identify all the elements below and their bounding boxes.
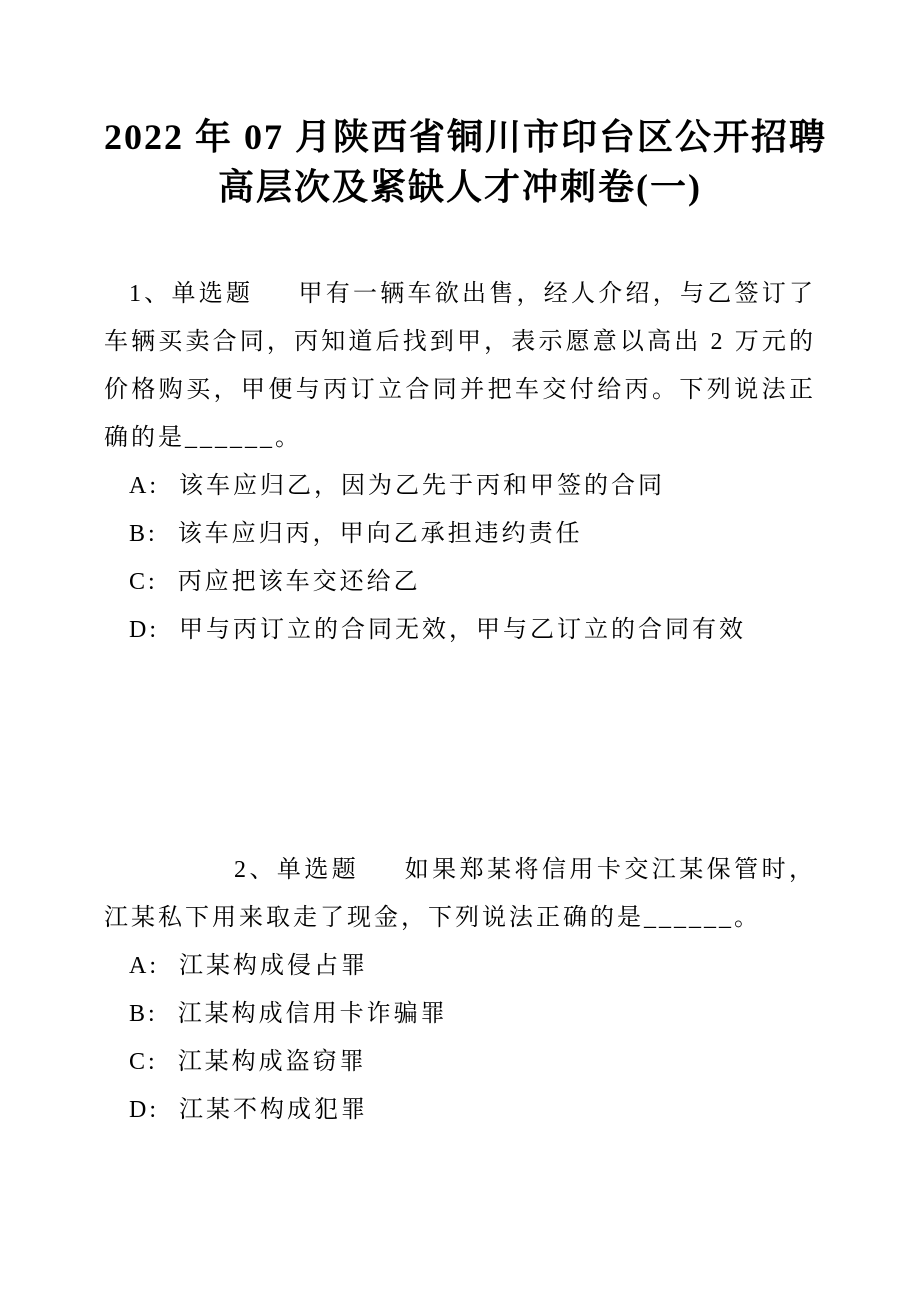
question-number: 2、 <box>234 857 277 883</box>
option-label: D: <box>129 617 159 643</box>
page-title-line-1: 2022 年 07 月陕西省铜川市印台区公开招聘 <box>104 117 828 157</box>
option-text: 甲与丙订立的合同无效，甲与乙订立的合同有效 <box>179 617 746 643</box>
question-number: 1、 <box>129 281 172 307</box>
option-text: 江某构成盗窃罪 <box>177 1049 367 1075</box>
option-text: 丙应把该车交还给乙 <box>177 569 421 595</box>
question-stem: 甲有一辆车欲出售，经人介绍，与乙签订了车辆买卖合同，丙知道后找到甲，表示愿意以高出 2 万元的价格购买，甲便与丙订立合同并把车交付给丙。下列说法正确的是______。 <box>104 281 816 451</box>
option-row <box>104 558 816 606</box>
option-text: 该车应归丙，甲向乙承担违约责任 <box>177 521 583 547</box>
option-text: 江某构成信用卡诈骗罪 <box>177 1001 448 1027</box>
page-title-line-2: 高层次及紧缺人才冲刺卷(一) <box>218 167 702 207</box>
question-type-label: 单选题 <box>171 281 254 307</box>
option-label: C: <box>129 569 158 595</box>
title-spacer <box>104 212 816 270</box>
option-row <box>104 942 816 990</box>
question-block-2 <box>104 846 816 1134</box>
option-label: A: <box>129 473 159 499</box>
option-row <box>104 1086 816 1134</box>
option-label: B: <box>129 521 158 547</box>
question-spacer <box>104 654 816 846</box>
question-paragraph <box>104 270 816 462</box>
question-type-label: 单选题 <box>276 857 360 883</box>
option-label: D: <box>129 1097 159 1123</box>
option-row <box>104 1038 816 1086</box>
top-margin <box>104 0 816 112</box>
question-stem: 如果郑某将信用卡交江某保管时，江某私下用来取走了现金，下列说法正确的是______。 <box>104 857 817 931</box>
option-row <box>104 510 816 558</box>
option-label: C: <box>129 1049 158 1075</box>
option-label: B: <box>129 1001 158 1027</box>
question-paragraph <box>104 846 816 942</box>
question-block-1 <box>104 270 816 654</box>
option-text: 该车应归乙，因为乙先于丙和甲签的合同 <box>179 473 665 499</box>
option-label: A: <box>129 953 159 979</box>
option-text: 江某构成侵占罪 <box>179 953 368 979</box>
option-row <box>104 606 816 654</box>
page-title <box>104 112 828 212</box>
option-row <box>104 462 816 510</box>
option-text: 江某不构成犯罪 <box>179 1097 368 1123</box>
option-row <box>104 990 816 1038</box>
